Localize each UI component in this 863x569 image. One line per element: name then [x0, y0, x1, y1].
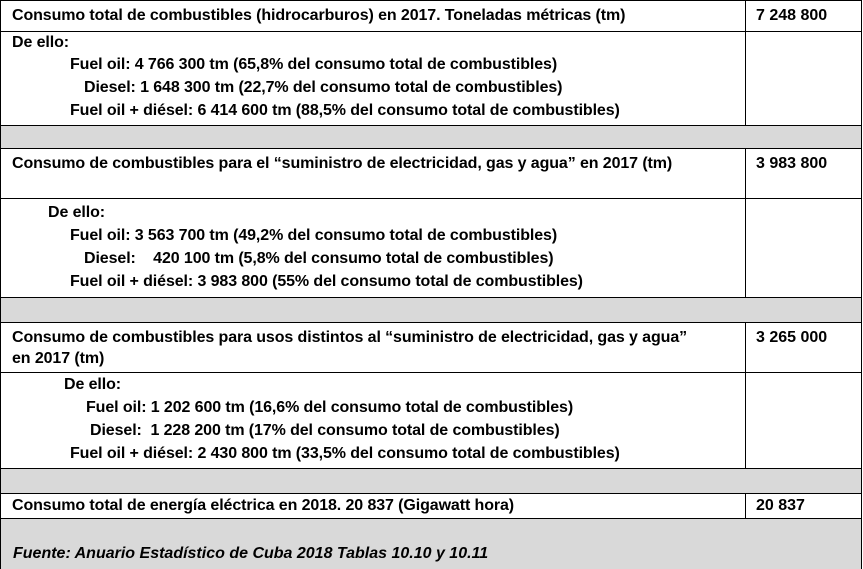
section-1-detail-value-cell — [745, 31, 862, 125]
section-3-header-row — [0, 322, 862, 372]
section-3-fuel-oil: Fuel oil: 1 202 600 tm (16,6% del consumo total de combustibles) — [86, 399, 574, 416]
section-3-title-line2: en 2017 (tm) — [12, 350, 105, 367]
electricity-title: Consumo total de energía eléctrica en 2018. 20 837 (Gigawatt hora) — [12, 497, 515, 514]
separator-1 — [0, 125, 862, 148]
section-3-title-line1: Consumo de combustibles para usos distintos al “suministro de electricidad, gas y agua” — [12, 329, 688, 346]
section-2-fuel-oil: Fuel oil: 3 563 700 tm (49,2% del consumo total de combustibles) — [70, 227, 558, 244]
section-2-sum: Fuel oil + diésel: 3 983 800 (55% del consumo total de combustibles) — [70, 273, 583, 290]
rule — [0, 0, 862, 1]
section-1-detail-row — [0, 31, 862, 125]
section-3-detail-value-cell — [745, 372, 862, 468]
source-row — [0, 519, 862, 569]
separator-3 — [0, 468, 862, 493]
section-2-title: Consumo de combustibles para el “suministro de electricidad, gas y agua” en 2017 (tm) — [12, 155, 673, 172]
rule — [0, 148, 862, 149]
rule — [0, 322, 862, 323]
section-1-title: Consumo total de combustibles (hidrocarburos) en 2017. Toneladas métricas (tm) — [12, 7, 626, 24]
section-3-sum: Fuel oil + diésel: 2 430 800 tm (33,5% del consumo total de combustibles) — [70, 445, 620, 462]
section-2-value: 3 983 800 — [756, 155, 828, 172]
rule — [0, 372, 862, 373]
section-3-value: 3 265 000 — [756, 329, 828, 346]
section-3-diesel: Diesel: 1 228 200 tm (17% del consumo total de combustibles) — [90, 422, 560, 439]
section-2-diesel: Diesel: 420 100 tm (5,8% del consumo total de combustibles) — [84, 250, 554, 267]
section-2-detail-row — [0, 198, 862, 297]
rule — [0, 468, 862, 469]
section-1-diesel: Diesel: 1 648 300 tm (22,7% del consumo total de combustibles) — [84, 79, 563, 96]
section-3-detail-row — [0, 372, 862, 468]
section-1-fuel-oil: Fuel oil: 4 766 300 tm (65,8% del consumo total de combustibles) — [70, 56, 558, 73]
rule — [0, 518, 862, 519]
section-3-ello: De ello: — [64, 376, 121, 393]
section-1-header-row — [0, 0, 862, 31]
electricity-row — [0, 493, 862, 519]
section-2-header-row — [0, 148, 862, 198]
rule — [0, 31, 862, 32]
electricity-value: 20 837 — [756, 497, 805, 514]
rule — [0, 125, 862, 126]
section-1-ello: De ello: — [12, 34, 69, 51]
rule — [0, 493, 862, 494]
section-2-ello: De ello: — [48, 204, 105, 221]
source-note: Fuente: Anuario Estadístico de Cuba 2018 Tablas 10.10 y 10.11 — [13, 545, 489, 562]
section-1-sum: Fuel oil + diésel: 6 414 600 tm (88,5% del consumo total de combustibles) — [70, 102, 620, 119]
rule — [0, 198, 862, 199]
separator-2 — [0, 297, 862, 322]
section-1-value: 7 248 800 — [756, 7, 828, 24]
rule — [0, 297, 862, 298]
section-2-detail-value-cell — [745, 198, 862, 297]
